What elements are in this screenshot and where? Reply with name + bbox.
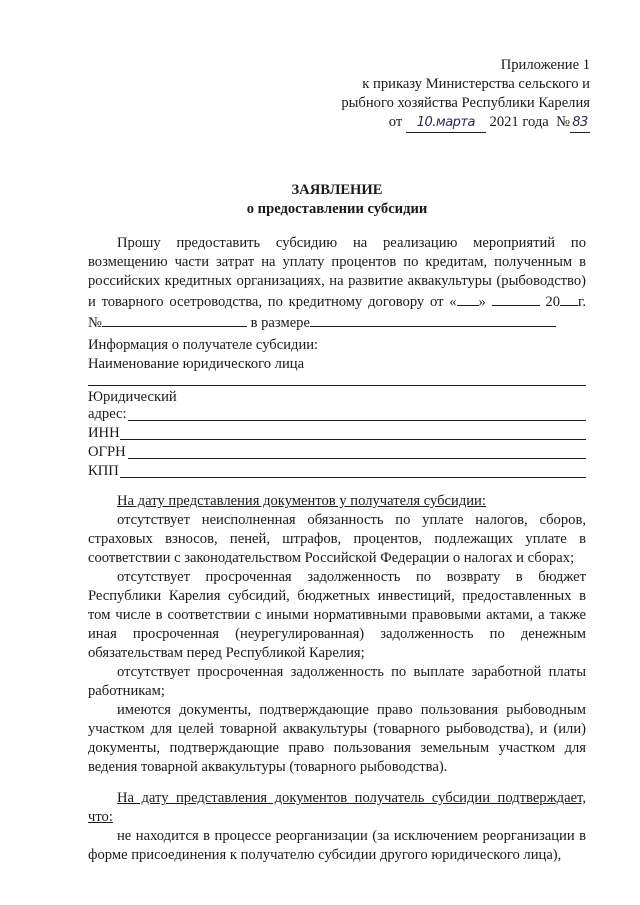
ogrn-label: ОГРН [88,444,126,460]
inn-row [88,424,586,443]
section-1-item: отсутствует неисполненная обязанность по уплате налогов, сборов, страховых взносов, пеней, штрафов, процентов, подлежащих уплате в соответствии с законодательством Российской Федерации о налогах и сборах; [88,512,586,566]
request-text: Прошу предоставить субсидию на реализацию мероприятий по возмещению части затрат на уплату процентов по кредитам, полученным в российских кредитных организациях, на развитие аквакультуры (рыбоводство) и товарного осетроводства, по кредитному договору от « [88,235,586,310]
section-2-heading-text: На дату представления документов получатель субсидии подтверждает, что: [88,790,586,825]
quote-close: » [478,294,486,310]
kpp-blank [120,477,586,478]
kpp-label: КПП [88,463,119,479]
number-handwritten: 83 [572,115,588,130]
recipient-name-blank [88,385,586,386]
recipient-heading: Информация о получателе субсидии: [88,337,319,353]
request-text-block [88,234,586,312]
day-blank [457,291,479,306]
date-handwritten-field [406,113,486,133]
request-paragraph [88,234,586,333]
year-blank [560,291,578,306]
address-label-2: адрес: [88,406,127,422]
appendix-header [300,56,590,133]
date-prefix: от [388,114,403,130]
appendix-date-line [300,113,590,133]
section-1-heading-text: На дату представления документов у получателя субсидии: [117,493,486,509]
ogrn-blank [128,458,586,459]
section-2-item: не находится в процессе реорганизации (за исключением реорганизации в форме присоединения к получателю субсидии другого юридического лица), [88,828,586,863]
month-blank [492,291,540,306]
section-1-item: имеются документы, подтверждающие право пользования рыбоводным участком для целей товарной аквакультуры (товарного рыбоводства), и (или) документы, подтверждающие право пользования земельным участком для ведения товарной аквакультуры (товарного рыбоводства). [88,702,586,775]
ogrn-row [88,443,586,462]
inn-blank [120,439,586,440]
section-2 [88,789,586,865]
date-suffix: 2021 года [489,114,549,130]
kpp-row [88,462,586,481]
recipient-name-label: Наименование юридического лица [88,356,305,372]
request-number-line [88,312,586,333]
contract-number-blank [102,312,247,327]
address-blank [128,420,586,421]
inn-label: ИНН [88,425,120,441]
number-prefix: № [556,114,570,130]
address-label-1: Юридический [88,389,177,405]
date-handwritten: 10.марта [416,115,475,130]
appendix-line-1: Приложение 1 [500,57,590,73]
document-subtitle: о предоставлении субсидии [246,201,428,217]
section-1-item: отсутствует просроченная задолженность по возврату в бюджет Республики Карелия субсидий, бюджетных инвестиций, предоставленных в том числе в соответствии с иными нормативными правовыми актами, а также иная просроченная (неурегулированная) задолженность по денежным обязательствам перед Республикой Карелия; [88,569,586,661]
section-1-item: отсутствует просроченная задолженность по выплате заработной платы работникам; [88,664,586,699]
number-handwritten-field [570,113,590,133]
section-2-heading [88,789,586,827]
document-title: ЗАЯВЛЕНИЕ [291,182,383,198]
year-prefix: 20 [545,294,560,310]
section-1 [88,492,586,777]
amount-label: в размере [250,315,310,331]
appendix-line-3: рыбного хозяйства Республики Карелия [341,95,590,111]
year-suffix: г. [578,294,586,310]
contract-number-prefix: № [88,315,102,331]
address-row [88,405,586,424]
section-1-heading [88,492,586,511]
amount-blank [310,312,556,327]
appendix-line-2: к приказу Министерства сельского и [362,76,590,92]
